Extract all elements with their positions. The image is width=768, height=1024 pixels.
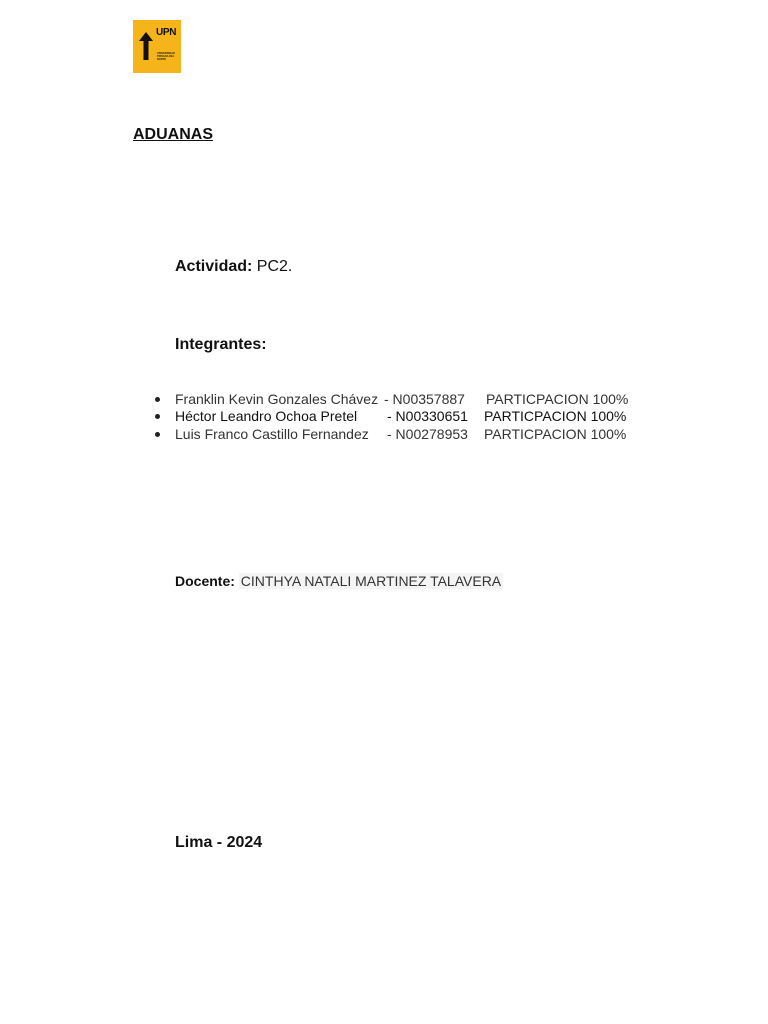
list-item xyxy=(0,408,768,425)
bullet-icon xyxy=(155,397,160,402)
teacher-line xyxy=(175,573,503,589)
list-item xyxy=(0,426,768,443)
member-code: - N00357887 xyxy=(384,391,465,407)
upn-logo xyxy=(133,20,181,73)
member-name: Franklin Kevin Gonzales Chávez xyxy=(175,391,379,407)
bullet-icon xyxy=(155,432,160,437)
members-heading: Integrantes: xyxy=(175,336,267,353)
teacher-name: CINTHYA NATALI MARTINEZ TALAVERA xyxy=(240,573,502,589)
member-name: Luis Franco Castillo Fernandez xyxy=(175,426,369,442)
activity-label: Actividad: xyxy=(175,258,253,275)
member-code: - N00330651 xyxy=(387,408,468,424)
document-title: ADUANAS xyxy=(133,126,213,143)
activity-line xyxy=(175,258,292,276)
teacher-label: Docente: xyxy=(175,573,235,589)
logo-subtitle: UNIVERSIDAD PRIVADA DEL NORTE xyxy=(157,52,175,62)
member-participation: PARTICPACION 100% xyxy=(486,391,629,407)
member-participation: PARTICPACION 100% xyxy=(484,408,627,424)
activity-value: PC2. xyxy=(256,258,293,275)
place-date: Lima - 2024 xyxy=(175,834,263,851)
bullet-icon xyxy=(155,414,160,419)
member-participation: PARTICPACION 100% xyxy=(484,426,627,442)
member-code: - N00278953 xyxy=(387,426,468,442)
logo-wordmark: UPN xyxy=(156,27,177,38)
member-name: Héctor Leandro Ochoa Pretel xyxy=(175,408,358,424)
list-item xyxy=(0,391,768,408)
